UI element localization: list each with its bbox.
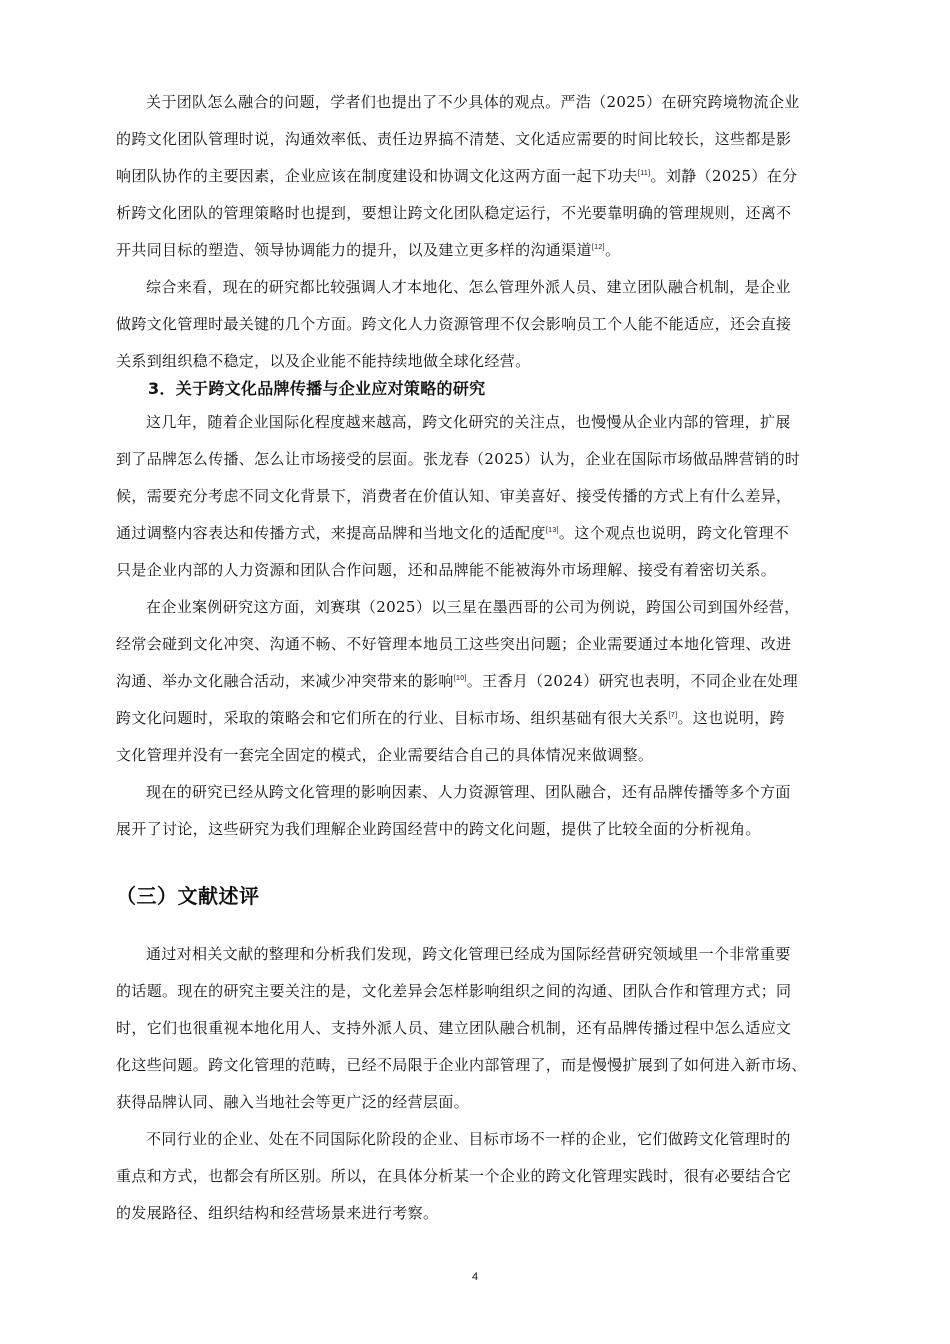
text-line: 只是企业内部的人力资源和团队合作问题，还和品牌能不能被海外市场理解、接受有着密切关系。 — [116, 560, 777, 579]
citation-ref: [11] — [637, 169, 651, 177]
text-line: 在企业案例研究这方面，刘赛琪（2025）以三星在墨西哥的公司为例说，跨国公司到国外经营， — [146, 598, 800, 616]
text-line: 通过对相关文献的整理和分析我们发现，跨文化管理已经成为国际经营研究领域里一个非常重要 — [146, 945, 791, 963]
citation-ref: [13] — [545, 526, 559, 534]
text-line: 现在的研究已经从跨文化管理的影响因素、人力资源管理、团队融合，还有品牌传播等多个方面 — [146, 783, 791, 801]
text-line: 经常会碰到文化冲突、沟通不畅、不好管理本地员工这些突出问题；企业需要通过本地化管理、改进 — [116, 634, 792, 653]
paragraph-team-integration — [116, 84, 858, 268]
text-line: 做跨文化管理时最关键的几个方面。跨文化人力资源管理不仅会影响员工个人能不能适应，还会直接 — [116, 314, 792, 333]
text-line: 化这些问题。跨文化管理的范畴，已经不局限于企业内部管理了，而是慢慢扩展到了如何进入新市场、 — [116, 1055, 807, 1074]
text-line: 这几年，随着企业国际化程度越来越高，跨文化研究的关注点，也慢慢从企业内部的管理，扩展 — [146, 413, 791, 431]
text-line: 析跨文化团队的管理策略时也提到，要想让跨文化团队稳定运行，不光要靠明确的管理规则，还离不 — [116, 203, 792, 222]
paragraph-summary-hr — [116, 269, 858, 380]
text-line: 综合来看，现在的研究都比较强调人才本地化、怎么管理外派人员、建立团队融合机制，是企业 — [146, 278, 791, 296]
text-line: 响团队协作的主要因素，企业应该在制度建设和协调文化这两方面一起下功夫[11]。刘静（2025）在分 — [116, 166, 798, 185]
text-line: 关系到组织稳不稳定，以及企业能不能持续地做全球化经营。 — [116, 351, 531, 370]
paragraph-case-studies — [116, 589, 858, 773]
paragraph-industry-differences — [116, 1121, 858, 1232]
text-line: 候，需要充分考虑不同文化背景下，消费者在价值认知、审美喜好、接受传播的方式上有什么差异， — [116, 486, 792, 505]
text-line: 通过调整内容表达和传播方式，来提高品牌和当地文化的适配度[13]。这个观点也说明，跨文化管理不 — [116, 523, 790, 542]
text-line: 时，它们也很重视本地化用人、支持外派人员、建立团队融合机制，还有品牌传播过程中怎么适应文 — [116, 1018, 792, 1037]
page-number: 4 — [471, 1271, 479, 1283]
citation-ref: [7] — [668, 711, 678, 719]
text-line: 到了品牌怎么传播、怎么让市场接受的层面。张龙春（2025）认为，企业在国际市场做品牌营销的时 — [116, 449, 801, 468]
text-line: 获得品牌认同、融入当地社会等更广泛的经营层面。 — [116, 1092, 470, 1111]
text-line: 跨文化问题时，采取的策略会和它们所在的行业、目标市场、组织基础有很大关系[7]。这也说明，跨 — [116, 708, 785, 727]
text-line: 展开了讨论，这些研究为我们理解企业跨国经营中的跨文化问题，提供了比较全面的分析视角。 — [116, 819, 761, 838]
text-line: 的话题。现在的研究主要关注的是，文化差异会怎样影响组织之间的沟通、团队合作和管理方式；同 — [116, 981, 792, 1000]
section-heading: （三）文献述评 — [116, 884, 260, 908]
subsection-heading: 3．关于跨文化品牌传播与企业应对策略的研究 — [148, 379, 486, 398]
text-line: 重点和方式，也都会有所区别。所以，在具体分析某一个企业的跨文化管理实践时，很有必要结合它 — [116, 1166, 792, 1185]
paragraph-brand-communication — [116, 404, 858, 588]
text-line: 的跨文化团队管理时说，沟通效率低、责任边界搞不清楚、文化适应需要的时间比较长，这些都是影 — [116, 129, 792, 148]
text-line: 开共同目标的塑造、领导协调能力的提升，以及建立更多样的沟通渠道[12]。 — [116, 240, 621, 259]
text-line: 文化管理并没有一套完全固定的模式，企业需要结合自己的具体情况来做调整。 — [116, 745, 654, 764]
text-line: 沟通、举办文化融合活动，来减少冲突带来的影响[10]。王香月（2024）研究也表明，不同企业在处理 — [116, 671, 799, 690]
citation-ref: [12] — [591, 243, 605, 251]
text-line: 关于团队怎么融合的问题，学者们也提出了不少具体的观点。严浩（2025）在研究跨境物流企业 — [146, 93, 800, 111]
citation-ref: [10] — [453, 674, 467, 682]
text-line: 不同行业的企业、处在不同国际化阶段的企业、目标市场不一样的企业，它们做跨文化管理时的 — [146, 1130, 791, 1148]
paragraph-literature-review — [116, 936, 858, 1120]
text-line: 的发展路径、组织结构和经营场景来进行考察。 — [116, 1203, 439, 1222]
paragraph-research-overview — [116, 774, 858, 848]
